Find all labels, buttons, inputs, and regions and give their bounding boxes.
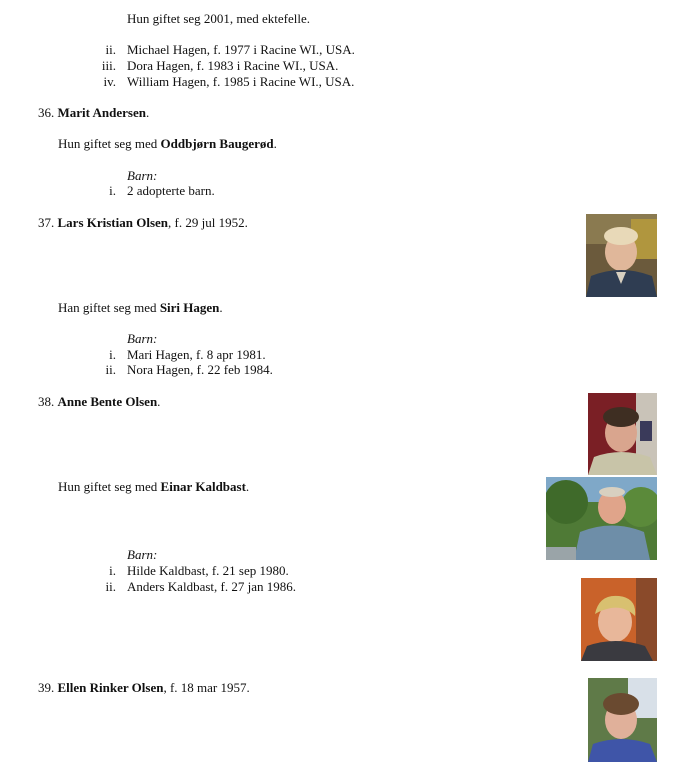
person-name: Marit Andersen [57,105,146,120]
portrait-photo [581,578,657,661]
child-entry: Nora Hagen, f. 22 feb 1984. [127,362,273,377]
person-entry-39 [38,680,250,695]
portrait-photo [588,393,657,475]
person-entry-38 [38,394,160,409]
child-entry: Dora Hagen, f. 1983 i Racine WI., USA. [127,58,339,73]
child-entry: Mari Hagen, f. 8 apr 1981. [127,347,266,362]
portrait-photo [588,678,657,762]
entry-number: 36. [38,105,55,120]
child-entry: 2 adopterte barn. [127,183,215,198]
spouse-name: Oddbjørn Baugerød [160,136,274,151]
entry-number: 39. [38,680,55,695]
child-number: iv. [103,74,116,89]
portrait-photo [586,214,657,297]
person-details: , f. 18 mar 1957. [163,680,250,695]
spouse-name: Einar Kaldbast [160,479,246,494]
child-entry: Hilde Kaldbast, f. 21 sep 1980. [127,563,289,578]
entry-number: 38. [38,394,55,409]
person-details: . [145,105,150,120]
marriage-prefix: Hun giftet seg med [58,479,161,494]
marriage-suffix: . [219,300,223,315]
person-entry-37 [38,215,248,230]
children-label: Barn: [127,331,158,346]
child-number: i. [109,183,116,198]
child-number: ii. [105,42,116,57]
portrait-photo [546,477,657,560]
marriage-suffix: . [273,136,277,151]
child-number: ii. [105,579,116,594]
child-number: i. [109,347,116,362]
children-label: Barn: [127,547,158,562]
person-details: , f. 29 jul 1952. [168,215,248,230]
spouse-name: Siri Hagen [159,300,220,315]
child-number: i. [109,563,116,578]
child-entry: Anders Kaldbast, f. 27 jan 1986. [127,579,296,594]
children-label: Barn: [127,168,158,183]
person-details: . [157,394,161,409]
marriage-line-38 [58,479,249,494]
marriage-prefix: Hun giftet seg med [58,136,161,151]
marriage-prefix: Han giftet seg med [58,300,160,315]
marriage-line-36 [58,136,277,151]
child-entry: Michael Hagen, f. 1977 i Racine WI., USA. [127,42,355,57]
child-entry: William Hagen, f. 1985 i Racine WI., USA. [127,74,355,89]
entry-number: 37. [38,215,55,230]
marriage-line-37 [58,300,223,315]
person-name: Lars Kristian Olsen [57,215,169,230]
marriage-suffix: . [245,479,250,494]
child-number: iii. [101,58,116,73]
married-line: Hun giftet seg 2001, med ektefelle. [127,11,311,26]
child-number: ii. [105,362,116,377]
person-entry-36 [38,105,149,120]
person-name: Ellen Rinker Olsen [57,680,164,695]
person-name: Anne Bente Olsen [57,394,158,409]
